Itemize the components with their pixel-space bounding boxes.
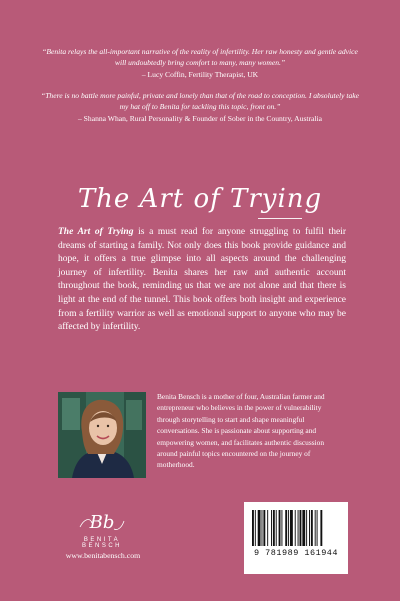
book-title-script: The Art of Trying xyxy=(77,184,323,214)
title-flourish xyxy=(258,218,302,219)
svg-text:Bb: Bb xyxy=(89,512,115,533)
author-portrait-image xyxy=(58,392,146,478)
author-bio: Benita Bensch is a mother of four, Australian farmer and entrepreneur who believes in the power of vulnerability through storytelling to start and shape meaningful conversations. She is passionate about supporting and empowering women, and facilitates authentic discussion around painful topics encountered on the journey of motherhood. xyxy=(157,392,325,470)
testimonial-1-attribution: – Lucy Coffin, Fertility Therapist, UK xyxy=(141,70,259,79)
author-logo xyxy=(62,509,142,549)
author-photo xyxy=(58,392,146,478)
blurb-book-title: The Art of Trying xyxy=(58,227,134,237)
testimonial-1 xyxy=(40,46,360,80)
testimonial-1-text: “Benita relays the all-important narrative of the reality of infertility. Her raw honesty and gentle advice will undoubtedly bring comfort to many, many women.” xyxy=(42,47,358,67)
author-website: www.benitabensch.com xyxy=(65,551,141,560)
testimonials xyxy=(40,46,360,134)
isbn-digits: 9 781989 161944 xyxy=(253,548,338,558)
testimonial-2 xyxy=(40,90,360,124)
book-blurb xyxy=(58,226,346,335)
blurb-text: is a must read for anyone struggling to fulfil their dreams of starting a family. Not only does this book provide guidance and hope, it offers a true glimpse into all aspects around the challenging journey of infertility. Benita shares her raw and authentic account throughout the book, reminding us that we are not alone and that there is light at the end of the tunnel. This book offers both insight and experience from a fertility warrior as well as emotional support to anyone who may be affected by infertility. xyxy=(58,227,346,333)
testimonial-2-attribution: – Shanna Whan, Rural Personality & Founder of Sober in the Country, Australia xyxy=(77,114,323,123)
barcode-bars-image xyxy=(244,502,348,574)
testimonial-2-text: “There is no battle more painful, private and lonely than that of the road to conception. I absolutely take my hat off to Benita for tackling this topic, front on.” xyxy=(40,91,360,111)
logo-name: BENITA BENSCH xyxy=(81,537,122,549)
isbn-barcode xyxy=(244,502,348,574)
bb-monogram-icon xyxy=(76,509,128,535)
